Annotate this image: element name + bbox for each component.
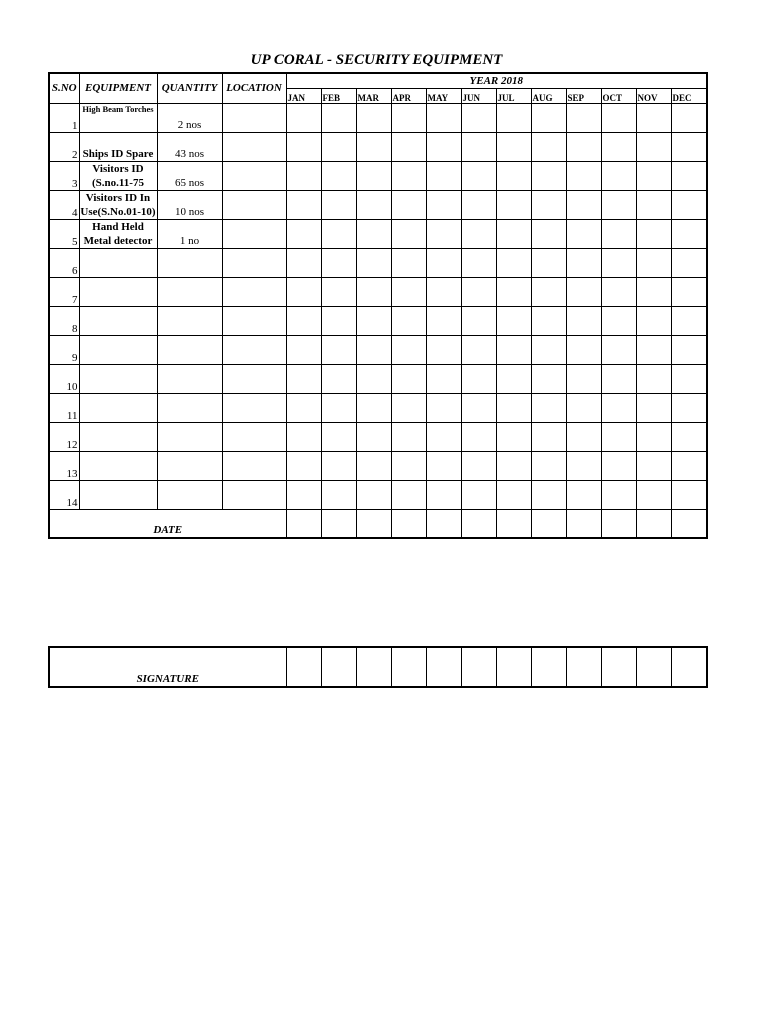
cell-sno: 6 xyxy=(49,248,79,277)
cell-location[interactable] xyxy=(222,306,286,335)
cell-month-apr[interactable] xyxy=(391,335,426,364)
cell-equipment[interactable] xyxy=(79,451,157,480)
cell-month-may[interactable] xyxy=(426,277,461,306)
cell-month-apr[interactable] xyxy=(391,393,426,422)
cell-month-aug[interactable] xyxy=(531,132,566,161)
cell-month-mar[interactable] xyxy=(356,364,391,393)
cell-sno: 1 xyxy=(49,103,79,132)
table-row xyxy=(49,161,707,190)
cell-month-apr[interactable] xyxy=(391,132,426,161)
cell-month-oct[interactable] xyxy=(601,364,636,393)
cell-month-nov[interactable] xyxy=(636,480,671,509)
cell-month-may[interactable] xyxy=(426,306,461,335)
cell-quantity[interactable] xyxy=(157,480,222,509)
cell-equipment[interactable]: Visitors ID In Use(S.No.01-10) xyxy=(80,191,156,218)
cell-month-mar[interactable] xyxy=(356,277,391,306)
cell-month-dec[interactable] xyxy=(671,393,707,422)
cell-month-aug[interactable] xyxy=(531,393,566,422)
cell-location[interactable] xyxy=(222,277,286,306)
signature-cell-aug[interactable] xyxy=(531,647,566,687)
table-row xyxy=(49,103,707,132)
cell-month-feb[interactable] xyxy=(321,190,356,219)
header-month-sep: SEP xyxy=(566,88,601,103)
header-month-jun: JUN xyxy=(461,88,496,103)
cell-month-may[interactable] xyxy=(426,335,461,364)
cell-month-jun[interactable] xyxy=(461,219,496,248)
cell-month-aug[interactable] xyxy=(531,335,566,364)
cell-month-jun[interactable] xyxy=(461,132,496,161)
header-year: YEAR 2018 xyxy=(286,73,707,88)
cell-month-jul[interactable] xyxy=(496,248,531,277)
cell-sno: 9 xyxy=(49,335,79,364)
signature-cell-jul[interactable] xyxy=(496,647,531,687)
cell-equipment[interactable] xyxy=(79,480,157,509)
cell-month-jul[interactable] xyxy=(496,480,531,509)
signature-cell-sep[interactable] xyxy=(566,647,601,687)
cell-month-may[interactable] xyxy=(426,248,461,277)
cell-month-feb[interactable] xyxy=(321,422,356,451)
cell-month-oct[interactable] xyxy=(601,190,636,219)
cell-month-mar[interactable] xyxy=(356,161,391,190)
header-equipment: EQUIPMENT xyxy=(79,73,157,103)
cell-month-jan[interactable] xyxy=(286,132,321,161)
cell-equipment[interactable] xyxy=(79,248,157,277)
cell-month-jan[interactable] xyxy=(286,103,321,132)
cell-month-apr[interactable] xyxy=(391,480,426,509)
cell-equipment[interactable]: Hand Held Metal detector xyxy=(79,219,157,248)
cell-month-sep[interactable] xyxy=(566,306,601,335)
cell-location[interactable] xyxy=(222,132,286,161)
cell-month-oct[interactable] xyxy=(601,132,636,161)
cell-month-jan[interactable] xyxy=(286,306,321,335)
cell-month-jul[interactable] xyxy=(496,393,531,422)
cell-month-jun[interactable] xyxy=(461,393,496,422)
date-cell-jan[interactable] xyxy=(286,509,321,538)
cell-quantity[interactable] xyxy=(157,306,222,335)
cell-location[interactable] xyxy=(222,161,286,190)
cell-month-nov[interactable] xyxy=(636,364,671,393)
cell-equipment[interactable] xyxy=(79,393,157,422)
cell-month-aug[interactable] xyxy=(531,248,566,277)
header-sno: S.NO xyxy=(49,73,79,103)
cell-month-jan[interactable] xyxy=(286,480,321,509)
header-month-aug: AUG xyxy=(531,88,566,103)
cell-month-sep[interactable] xyxy=(566,132,601,161)
cell-month-oct[interactable] xyxy=(601,103,636,132)
date-cell-nov[interactable] xyxy=(636,509,671,538)
signature-table xyxy=(48,646,708,688)
cell-month-feb[interactable] xyxy=(321,335,356,364)
cell-month-dec[interactable] xyxy=(671,103,707,132)
cell-quantity[interactable] xyxy=(157,335,222,364)
cell-month-sep[interactable] xyxy=(566,451,601,480)
cell-month-may[interactable] xyxy=(426,132,461,161)
cell-month-aug[interactable] xyxy=(531,451,566,480)
cell-month-feb[interactable] xyxy=(321,364,356,393)
cell-month-jul[interactable] xyxy=(496,219,531,248)
cell-month-jun[interactable] xyxy=(461,422,496,451)
cell-month-mar[interactable] xyxy=(356,132,391,161)
cell-month-oct[interactable] xyxy=(601,480,636,509)
cell-month-aug[interactable] xyxy=(531,103,566,132)
cell-month-feb[interactable] xyxy=(321,451,356,480)
cell-month-may[interactable] xyxy=(426,219,461,248)
cell-month-aug[interactable] xyxy=(531,277,566,306)
header-row-top xyxy=(49,73,707,88)
header-month-jan: JAN xyxy=(286,88,321,103)
cell-equipment[interactable] xyxy=(79,306,157,335)
cell-month-mar[interactable] xyxy=(356,190,391,219)
cell-sno: 10 xyxy=(49,364,79,393)
cell-month-feb[interactable] xyxy=(321,277,356,306)
cell-month-sep[interactable] xyxy=(566,364,601,393)
cell-location[interactable] xyxy=(222,190,286,219)
cell-month-sep[interactable] xyxy=(566,277,601,306)
date-cell-oct[interactable] xyxy=(601,509,636,538)
signature-cell-jan[interactable] xyxy=(286,647,321,687)
cell-month-jan[interactable] xyxy=(286,451,321,480)
cell-month-may[interactable] xyxy=(426,480,461,509)
cell-location[interactable] xyxy=(222,480,286,509)
cell-month-apr[interactable] xyxy=(391,219,426,248)
cell-month-nov[interactable] xyxy=(636,219,671,248)
cell-month-jan[interactable] xyxy=(286,190,321,219)
cell-month-aug[interactable] xyxy=(531,480,566,509)
cell-month-jan[interactable] xyxy=(286,248,321,277)
cell-month-apr[interactable] xyxy=(391,277,426,306)
equipment-table xyxy=(48,72,708,539)
cell-month-jun[interactable] xyxy=(461,190,496,219)
cell-month-mar[interactable] xyxy=(356,451,391,480)
cell-sno: 7 xyxy=(49,277,79,306)
cell-month-may[interactable] xyxy=(426,451,461,480)
cell-month-jun[interactable] xyxy=(461,480,496,509)
cell-month-oct[interactable] xyxy=(601,451,636,480)
header-quantity: QUANTITY xyxy=(157,73,222,103)
cell-location[interactable] xyxy=(222,422,286,451)
signature-cell-dec[interactable] xyxy=(671,647,707,687)
table-row xyxy=(49,335,707,364)
cell-month-mar[interactable] xyxy=(356,103,391,132)
page-title: UP CORAL - SECURITY EQUIPMENT xyxy=(250,52,503,68)
cell-month-aug[interactable] xyxy=(531,306,566,335)
header-month-dec: DEC xyxy=(671,88,707,103)
cell-month-nov[interactable] xyxy=(636,190,671,219)
cell-month-jul[interactable] xyxy=(496,103,531,132)
cell-month-dec[interactable] xyxy=(671,480,707,509)
signature-cell-mar[interactable] xyxy=(356,647,391,687)
signature-cell-apr[interactable] xyxy=(391,647,426,687)
cell-month-oct[interactable] xyxy=(601,335,636,364)
cell-month-sep[interactable] xyxy=(566,248,601,277)
header-month-feb: FEB xyxy=(321,88,356,103)
cell-month-dec[interactable] xyxy=(671,306,707,335)
cell-equipment[interactable]: Visitors ID (S.no.11-75 xyxy=(79,161,157,190)
cell-month-sep[interactable] xyxy=(566,219,601,248)
cell-quantity[interactable] xyxy=(157,277,222,306)
cell-location[interactable] xyxy=(222,335,286,364)
table-row xyxy=(49,219,707,248)
cell-sno: 12 xyxy=(49,422,79,451)
table-row xyxy=(49,422,707,451)
cell-month-jun[interactable] xyxy=(461,103,496,132)
cell-month-apr[interactable] xyxy=(391,190,426,219)
cell-month-feb[interactable] xyxy=(321,248,356,277)
header-month-may: MAY xyxy=(426,88,461,103)
cell-month-oct[interactable] xyxy=(601,306,636,335)
table-row xyxy=(49,364,707,393)
date-label: DATE xyxy=(49,509,286,538)
cell-month-jan[interactable] xyxy=(286,422,321,451)
cell-month-apr[interactable] xyxy=(391,103,426,132)
table-row xyxy=(49,451,707,480)
date-row xyxy=(49,509,707,538)
cell-quantity[interactable] xyxy=(157,364,222,393)
cell-month-feb[interactable] xyxy=(321,161,356,190)
cell-month-jun[interactable] xyxy=(461,364,496,393)
date-cell-may[interactable] xyxy=(426,509,461,538)
date-cell-apr[interactable] xyxy=(391,509,426,538)
cell-quantity[interactable] xyxy=(157,422,222,451)
cell-month-nov[interactable] xyxy=(636,335,671,364)
cell-month-may[interactable] xyxy=(426,103,461,132)
cell-month-aug[interactable] xyxy=(531,364,566,393)
cell-month-apr[interactable] xyxy=(391,451,426,480)
cell-month-jun[interactable] xyxy=(461,335,496,364)
signature-cell-nov[interactable] xyxy=(636,647,671,687)
signature-cell-jun[interactable] xyxy=(461,647,496,687)
cell-quantity[interactable]: 1 no xyxy=(157,219,222,248)
cell-month-jun[interactable] xyxy=(461,248,496,277)
cell-month-dec[interactable] xyxy=(671,190,707,219)
cell-month-mar[interactable] xyxy=(356,306,391,335)
cell-month-jul[interactable] xyxy=(496,132,531,161)
cell-month-jan[interactable] xyxy=(286,393,321,422)
cell-month-may[interactable] xyxy=(426,393,461,422)
cell-month-dec[interactable] xyxy=(671,248,707,277)
cell-month-aug[interactable] xyxy=(531,190,566,219)
cell-month-jul[interactable] xyxy=(496,190,531,219)
cell-sno: 5 xyxy=(49,219,79,248)
cell-month-dec[interactable] xyxy=(671,132,707,161)
cell-sno: 8 xyxy=(49,306,79,335)
cell-month-apr[interactable] xyxy=(391,161,426,190)
header-month-mar: MAR xyxy=(356,88,391,103)
cell-month-apr[interactable] xyxy=(391,422,426,451)
cell-location[interactable] xyxy=(222,451,286,480)
cell-month-jul[interactable] xyxy=(496,306,531,335)
cell-month-nov[interactable] xyxy=(636,306,671,335)
cell-quantity[interactable]: 2 nos xyxy=(157,103,222,132)
cell-location[interactable] xyxy=(222,393,286,422)
cell-month-aug[interactable] xyxy=(531,161,566,190)
cell-quantity[interactable]: 65 nos xyxy=(157,161,222,190)
cell-equipment[interactable]: Ships ID Spare xyxy=(79,132,157,161)
table-row xyxy=(49,248,707,277)
cell-month-dec[interactable] xyxy=(671,451,707,480)
signature-cell-may[interactable] xyxy=(426,647,461,687)
cell-month-dec[interactable] xyxy=(671,277,707,306)
table-row xyxy=(49,190,707,219)
cell-month-aug[interactable] xyxy=(531,219,566,248)
date-cell-jun[interactable] xyxy=(461,509,496,538)
cell-location[interactable] xyxy=(222,103,286,132)
signature-cell-feb[interactable] xyxy=(321,647,356,687)
cell-month-jun[interactable] xyxy=(461,306,496,335)
cell-month-sep[interactable] xyxy=(566,422,601,451)
cell-quantity[interactable] xyxy=(157,393,222,422)
cell-month-mar[interactable] xyxy=(356,335,391,364)
cell-month-oct[interactable] xyxy=(601,393,636,422)
date-cell-jul[interactable] xyxy=(496,509,531,538)
table-row xyxy=(49,132,707,161)
table-row xyxy=(49,306,707,335)
cell-month-jul[interactable] xyxy=(496,277,531,306)
date-cell-feb[interactable] xyxy=(321,509,356,538)
cell-equipment[interactable]: High Beam Torches xyxy=(79,103,157,132)
cell-month-mar[interactable] xyxy=(356,219,391,248)
cell-month-may[interactable] xyxy=(426,364,461,393)
cell-month-dec[interactable] xyxy=(671,219,707,248)
date-cell-aug[interactable] xyxy=(531,509,566,538)
header-location: LOCATION xyxy=(222,73,286,103)
cell-month-jul[interactable] xyxy=(496,364,531,393)
cell-location[interactable] xyxy=(222,364,286,393)
cell-month-mar[interactable] xyxy=(356,248,391,277)
date-cell-sep[interactable] xyxy=(566,509,601,538)
cell-month-sep[interactable] xyxy=(566,190,601,219)
header-month-jul: JUL xyxy=(496,88,531,103)
header-month-oct: OCT xyxy=(601,88,636,103)
cell-month-jul[interactable] xyxy=(496,451,531,480)
cell-month-feb[interactable] xyxy=(321,393,356,422)
cell-month-mar[interactable] xyxy=(356,422,391,451)
cell-month-apr[interactable] xyxy=(391,248,426,277)
cell-equipment[interactable] xyxy=(79,335,157,364)
cell-month-nov[interactable] xyxy=(636,103,671,132)
cell-month-feb[interactable] xyxy=(321,219,356,248)
cell-month-nov[interactable] xyxy=(636,248,671,277)
cell-month-jun[interactable] xyxy=(461,277,496,306)
cell-month-oct[interactable] xyxy=(601,161,636,190)
signature-label: SIGNATURE xyxy=(49,647,286,687)
cell-month-mar[interactable] xyxy=(356,480,391,509)
cell-sno: 13 xyxy=(49,451,79,480)
cell-quantity[interactable] xyxy=(157,248,222,277)
cell-month-jan[interactable] xyxy=(286,335,321,364)
cell-month-oct[interactable] xyxy=(601,277,636,306)
cell-sno: 3 xyxy=(49,161,79,190)
cell-month-jun[interactable] xyxy=(461,161,496,190)
cell-month-sep[interactable] xyxy=(566,161,601,190)
cell-sno: 2 xyxy=(49,132,79,161)
cell-month-jan[interactable] xyxy=(286,219,321,248)
cell-month-may[interactable] xyxy=(426,190,461,219)
cell-sno: 11 xyxy=(49,393,79,422)
cell-month-feb[interactable] xyxy=(321,132,356,161)
cell-month-sep[interactable] xyxy=(566,393,601,422)
cell-month-nov[interactable] xyxy=(636,393,671,422)
cell-month-jan[interactable] xyxy=(286,161,321,190)
cell-month-jun[interactable] xyxy=(461,451,496,480)
table-row xyxy=(49,480,707,509)
cell-location[interactable] xyxy=(222,219,286,248)
cell-month-jul[interactable] xyxy=(496,422,531,451)
cell-month-apr[interactable] xyxy=(391,306,426,335)
cell-month-nov[interactable] xyxy=(636,422,671,451)
cell-month-nov[interactable] xyxy=(636,132,671,161)
cell-location[interactable] xyxy=(222,248,286,277)
cell-month-aug[interactable] xyxy=(531,422,566,451)
cell-equipment[interactable] xyxy=(79,422,157,451)
signature-row xyxy=(49,647,707,687)
cell-month-sep[interactable] xyxy=(566,480,601,509)
cell-sno: 4 xyxy=(49,190,79,219)
cell-month-dec[interactable] xyxy=(671,364,707,393)
cell-month-jul[interactable] xyxy=(496,161,531,190)
cell-month-jan[interactable] xyxy=(286,364,321,393)
cell-month-feb[interactable] xyxy=(321,103,356,132)
cell-month-oct[interactable] xyxy=(601,248,636,277)
header-month-nov: NOV xyxy=(636,88,671,103)
table-row xyxy=(49,277,707,306)
cell-month-oct[interactable] xyxy=(601,422,636,451)
cell-month-may[interactable] xyxy=(426,422,461,451)
cell-month-jul[interactable] xyxy=(496,335,531,364)
cell-sno: 14 xyxy=(49,480,79,509)
cell-month-oct[interactable] xyxy=(601,219,636,248)
signature-cell-oct[interactable] xyxy=(601,647,636,687)
cell-month-jan[interactable] xyxy=(286,277,321,306)
cell-month-dec[interactable] xyxy=(671,335,707,364)
cell-month-sep[interactable] xyxy=(566,335,601,364)
cell-equipment[interactable] xyxy=(79,364,157,393)
cell-month-feb[interactable] xyxy=(321,306,356,335)
cell-month-may[interactable] xyxy=(426,161,461,190)
cell-month-apr[interactable] xyxy=(391,364,426,393)
date-cell-dec[interactable] xyxy=(671,509,707,538)
cell-month-nov[interactable] xyxy=(636,451,671,480)
cell-quantity[interactable] xyxy=(157,451,222,480)
cell-month-sep[interactable] xyxy=(566,103,601,132)
cell-quantity[interactable]: 10 nos xyxy=(157,190,222,219)
cell-month-dec[interactable] xyxy=(671,161,707,190)
cell-month-mar[interactable] xyxy=(356,393,391,422)
header-month-apr: APR xyxy=(391,88,426,103)
cell-equipment[interactable] xyxy=(79,277,157,306)
date-cell-mar[interactable] xyxy=(356,509,391,538)
cell-month-feb[interactable] xyxy=(321,480,356,509)
cell-month-dec[interactable] xyxy=(671,422,707,451)
cell-quantity[interactable]: 43 nos xyxy=(157,132,222,161)
table-row xyxy=(49,393,707,422)
cell-month-nov[interactable] xyxy=(636,277,671,306)
cell-month-nov[interactable] xyxy=(636,161,671,190)
